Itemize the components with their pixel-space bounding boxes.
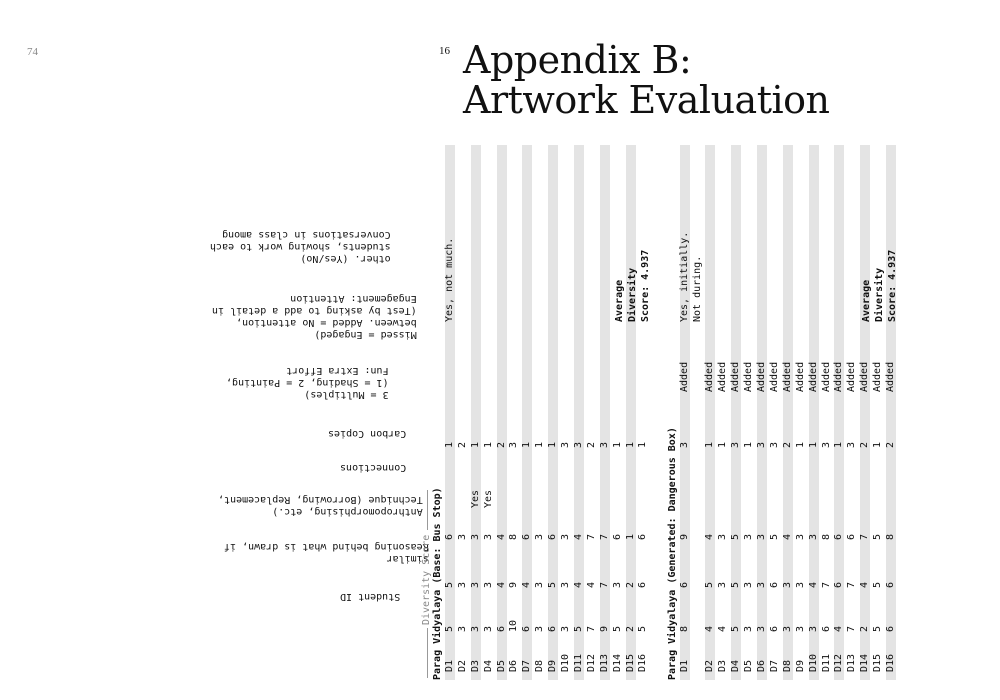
- table-row: [574, 145, 584, 680]
- cell-fun: 1: [807, 441, 819, 448]
- cell-fun: 1: [717, 441, 729, 448]
- header-conversations: [210, 228, 391, 264]
- cell-reasoning: 3: [469, 625, 481, 632]
- cell-technique: 3: [756, 581, 768, 588]
- cell-fun: 1: [872, 441, 884, 448]
- header-line: Technique (Borrowing, Replacement,: [218, 494, 423, 505]
- cell-reasoning: 3: [794, 625, 806, 632]
- cell-fun: 3: [756, 441, 768, 448]
- cell-connections: 6: [547, 533, 559, 540]
- cell-reasoning: 3: [781, 625, 793, 632]
- table-row: [613, 145, 623, 680]
- cell-id: D3: [717, 659, 729, 672]
- cell-connections: 3: [743, 533, 755, 540]
- cell-reasoning: 3: [482, 625, 494, 632]
- cell-id: D11: [820, 653, 832, 672]
- header-line: Student ID: [340, 591, 401, 602]
- cell-connections: 7: [859, 533, 871, 540]
- table-row: [471, 145, 481, 680]
- cell-id: D12: [833, 653, 845, 672]
- cell-carbon: Yes: [469, 489, 481, 508]
- table-row: [822, 145, 832, 680]
- cell-fun: 1: [833, 441, 845, 448]
- cell-technique: 3: [794, 581, 806, 588]
- table-row: [847, 145, 857, 680]
- cell-connections: 4: [572, 533, 584, 540]
- average-diversity-score: [613, 250, 652, 322]
- table-row: [860, 145, 870, 680]
- cell-connections: 3: [717, 533, 729, 540]
- cell-technique: 5: [872, 581, 884, 588]
- cell-technique: 7: [820, 581, 832, 588]
- cell-fun: 1: [743, 441, 755, 448]
- cell-connections: 4: [704, 533, 716, 540]
- cell-fun: 1: [443, 441, 455, 448]
- cell-fun: 3: [560, 441, 571, 448]
- table-row: [561, 145, 571, 680]
- average-line: Diversity: [626, 267, 638, 322]
- cell-engagement: Added: [730, 361, 742, 392]
- page-number: 74: [27, 46, 38, 58]
- cell-technique: 3: [534, 581, 546, 588]
- header-line: Connections: [340, 462, 407, 473]
- cell-id: D5: [495, 659, 507, 672]
- header-line: students, showing work to each: [210, 241, 391, 252]
- cell-technique: 3: [560, 581, 571, 588]
- header-carbon-copies: [328, 427, 406, 439]
- cell-fun: 2: [495, 441, 507, 448]
- table-row: [796, 145, 806, 680]
- table-row: [718, 145, 728, 680]
- cell-technique: 9: [508, 581, 520, 588]
- cell-engagement: Added: [885, 361, 897, 392]
- cell-connections: 6: [443, 533, 455, 540]
- cell-fun: 2: [585, 441, 597, 448]
- cell-fun: 1: [624, 441, 636, 448]
- cell-reasoning: 6: [768, 625, 780, 632]
- table-row: [770, 145, 780, 680]
- average-line: Average: [613, 279, 625, 322]
- header-connections: [340, 461, 406, 473]
- cell-technique: 3: [611, 581, 623, 588]
- cell-reasoning: 8: [678, 625, 690, 632]
- cell-connections: 8: [508, 533, 520, 540]
- cell-technique: 4: [572, 581, 584, 588]
- cell-reasoning: 4: [704, 625, 716, 632]
- cell-id: D10: [807, 653, 819, 672]
- cell-engagement: Added: [794, 361, 806, 392]
- cell-engagement: Added: [768, 361, 780, 392]
- cell-engagement: Added: [859, 361, 871, 392]
- cell-technique: 4: [859, 581, 871, 588]
- cell-technique: 6: [885, 581, 897, 588]
- header-line: Reasoning behind what is drawn, if: [224, 541, 429, 552]
- table-row: [445, 145, 455, 680]
- header-line: Anthropomorphising, etc.): [272, 506, 423, 517]
- header-line: between. Added = No attention,: [236, 317, 417, 328]
- header-line: Engagement: Attention: [290, 293, 417, 304]
- cell-id: D2: [704, 659, 716, 672]
- cell-reasoning: 9: [598, 625, 610, 632]
- cell-technique: 4: [807, 581, 819, 588]
- table-row: [873, 145, 883, 680]
- cell-connections: 5: [730, 533, 742, 540]
- cell-connections: 4: [781, 533, 793, 540]
- cell-technique: 6: [768, 581, 780, 588]
- cell-connections: 3: [482, 533, 494, 540]
- cell-fun: 1: [637, 441, 649, 448]
- cell-connections: 6: [846, 533, 858, 540]
- header-student-id: [340, 590, 400, 602]
- cell-id: D10: [560, 653, 571, 672]
- table-row: [458, 145, 468, 680]
- cell-id: D7: [521, 659, 533, 672]
- average-line: Score: 4.937: [639, 249, 651, 322]
- cell-id: D1: [443, 659, 455, 672]
- cell-technique: 3: [743, 581, 755, 588]
- cell-connections: 3: [560, 533, 571, 540]
- header-line: Missed = Engaged): [314, 329, 417, 340]
- cell-reasoning: 6: [820, 625, 832, 632]
- cell-technique: 6: [678, 581, 690, 588]
- cell-technique: 6: [637, 581, 649, 588]
- cell-fun: 1: [794, 441, 806, 448]
- cell-reasoning: 7: [585, 625, 597, 632]
- cell-id: D13: [598, 653, 610, 672]
- average-line: Diversity: [874, 267, 886, 322]
- cell-connections: 3: [794, 533, 806, 540]
- cell-id: D2: [456, 659, 468, 672]
- header-line: Conversations in class among: [222, 229, 391, 240]
- cell-fun: 2: [859, 441, 871, 448]
- cell-reasoning: 3: [756, 625, 768, 632]
- cell-technique: 6: [833, 581, 845, 588]
- cell-id: D3: [469, 659, 481, 672]
- cell-id: D16: [637, 653, 649, 672]
- header-technique: [218, 493, 423, 517]
- cell-connections: 6: [611, 533, 623, 540]
- cell-fun: 3: [508, 441, 520, 448]
- cell-reasoning: 3: [743, 625, 755, 632]
- cell-fun: 3: [846, 441, 858, 448]
- cell-engagement: Added: [678, 361, 690, 392]
- cell-engagement: Added: [743, 361, 755, 392]
- cell-fun: 3: [572, 441, 584, 448]
- title-line-2: Artwork Evaluation: [463, 78, 830, 122]
- cell-id: D13: [846, 653, 858, 672]
- artwork-evaluation-table: [421, 145, 899, 680]
- cell-id: D9: [547, 659, 559, 672]
- cell-engagement: Added: [872, 361, 884, 392]
- cell-reasoning: 3: [534, 625, 546, 632]
- cell-connections: 7: [598, 533, 610, 540]
- table-row: [522, 145, 532, 680]
- cell-id: D14: [611, 653, 623, 672]
- cell-technique: 2: [624, 581, 636, 588]
- header-fun: [226, 364, 389, 400]
- cell-reasoning: 4: [717, 625, 729, 632]
- footnote-number: 16: [439, 45, 450, 57]
- cell-id: D7: [768, 659, 780, 672]
- cell-id: D4: [482, 659, 494, 672]
- header-line: (Test by asking to add a detail in: [212, 305, 417, 316]
- header-line: Fun: Extra Effort: [286, 365, 389, 376]
- cell-reasoning: 5: [872, 625, 884, 632]
- cell-connections: 3: [469, 533, 481, 540]
- table-row: [509, 145, 519, 680]
- diversity-score-label: Diversity Score: [421, 534, 432, 625]
- cell-technique: 4: [585, 581, 597, 588]
- cell-technique: 7: [846, 581, 858, 588]
- cell-id: D4: [730, 659, 742, 672]
- cell-fun: 3: [678, 441, 690, 448]
- header-engagement: [212, 292, 417, 340]
- cell-reasoning: 3: [456, 625, 468, 632]
- cell-technique: 3: [717, 581, 729, 588]
- cell-connections: 1: [624, 533, 636, 540]
- cell-id: D6: [756, 659, 768, 672]
- table-row: [809, 145, 819, 680]
- cell-reasoning: 5: [637, 625, 649, 632]
- cell-reasoning: 5: [443, 625, 455, 632]
- cell-connections: 5: [768, 533, 780, 540]
- cell-reasoning: 2: [624, 625, 636, 632]
- cell-reasoning: 6: [547, 625, 559, 632]
- cell-connections: 6: [521, 533, 533, 540]
- cell-connections: 3: [456, 533, 468, 540]
- cell-reasoning: 10: [508, 619, 520, 632]
- cell-engagement: Added: [781, 361, 793, 392]
- cell-connections: 3: [756, 533, 768, 540]
- cell-engagement: Added: [833, 361, 845, 392]
- cell-fun: 1: [547, 441, 559, 448]
- cell-fun: 1: [534, 441, 546, 448]
- cell-reasoning: 5: [730, 625, 742, 632]
- cell-technique: 4: [521, 581, 533, 588]
- cell-fun: 1: [521, 441, 533, 448]
- cell-reasoning: 6: [495, 625, 507, 632]
- table-row: [548, 145, 558, 680]
- cell-id: D6: [508, 659, 520, 672]
- cell-connections: 4: [495, 533, 507, 540]
- cell-technique: 5: [443, 581, 455, 588]
- cell-fun: 1: [704, 441, 716, 448]
- cell-fun: 1: [482, 441, 494, 448]
- cell-id: D8: [781, 659, 793, 672]
- cell-reasoning: 3: [807, 625, 819, 632]
- cell-connections: 6: [637, 533, 649, 540]
- cell-fun: 3: [730, 441, 742, 448]
- cell-connections: 6: [833, 533, 845, 540]
- cell-reasoning: 7: [846, 625, 858, 632]
- cell-technique: 3: [781, 581, 793, 588]
- cell-engagement: Added: [846, 361, 858, 392]
- cell-technique: 5: [730, 581, 742, 588]
- table-row: [886, 145, 896, 680]
- diversity-bracket-line: [427, 490, 428, 530]
- header-line: similar: [386, 553, 429, 564]
- header-line: 3 = Multiples): [304, 389, 389, 400]
- cell-reasoning: 4: [833, 625, 845, 632]
- cell-reasoning: 5: [572, 625, 584, 632]
- cell-engagement: Added: [807, 361, 819, 392]
- cell-connections: 8: [820, 533, 832, 540]
- cell-fun: 2: [456, 441, 468, 448]
- header-line: (1 = Shading, 2 = Painting,: [226, 377, 389, 388]
- cell-engagement: Added: [756, 361, 768, 392]
- cell-technique: 4: [495, 581, 507, 588]
- cell-fun: 1: [469, 441, 481, 448]
- table-row: [744, 145, 754, 680]
- header-line: Carbon Copies: [328, 428, 407, 439]
- cell-connections: 8: [885, 533, 897, 540]
- table-row: [497, 145, 507, 680]
- table-row: [705, 145, 715, 680]
- cell-connections: 3: [534, 533, 546, 540]
- table-row: [535, 145, 545, 680]
- cell-engagement: Added: [704, 361, 716, 392]
- cell-fun: 1: [611, 441, 623, 448]
- cell-conversations: Not during.: [691, 255, 703, 322]
- table-row: [731, 145, 741, 680]
- cell-technique: 3: [469, 581, 481, 588]
- cell-reasoning: 3: [560, 625, 571, 632]
- cell-fun: 3: [820, 441, 832, 448]
- section-title: Parag Vidyalaya (Generated: Dangerous Box): [666, 427, 678, 680]
- table-row: [587, 145, 597, 680]
- table-row: [680, 145, 690, 680]
- average-line: Score: 4.937: [887, 249, 899, 322]
- table-row: [600, 145, 610, 680]
- cell-reasoning: 6: [885, 625, 897, 632]
- table-row: [757, 145, 767, 680]
- cell-connections: 3: [807, 533, 819, 540]
- cell-id: D12: [585, 653, 597, 672]
- cell-reasoning: 2: [859, 625, 871, 632]
- page-title: [463, 40, 829, 120]
- cell-technique: 3: [456, 581, 468, 588]
- cell-technique: 5: [704, 581, 716, 588]
- cell-technique: 7: [598, 581, 610, 588]
- cell-fun: 3: [598, 441, 610, 448]
- cell-id: D1: [678, 659, 690, 672]
- cell-id: D15: [872, 653, 884, 672]
- cell-id: D14: [859, 653, 871, 672]
- cell-reasoning: 5: [611, 625, 623, 632]
- section-title: Parag Vidyalaya (Base: Bus Stop): [432, 487, 443, 680]
- cell-reasoning: 6: [521, 625, 533, 632]
- cell-technique: 5: [547, 581, 559, 588]
- header-line: other. (Yes/No): [300, 253, 391, 264]
- cell-conversations: Yes, initially.: [678, 231, 690, 322]
- cell-connections: 7: [585, 533, 597, 540]
- table-row: [638, 145, 648, 680]
- cell-carbon: Yes: [482, 489, 494, 508]
- table-row: [626, 145, 636, 680]
- table-row: [693, 145, 703, 680]
- cell-fun: 2: [885, 441, 897, 448]
- cell-id: D8: [534, 659, 546, 672]
- cell-conversations: Yes, not much.: [443, 237, 455, 322]
- cell-id: D15: [624, 653, 636, 672]
- cell-engagement: Added: [717, 361, 729, 392]
- average-diversity-score: [860, 250, 899, 322]
- cell-fun: 2: [781, 441, 793, 448]
- table-row: [484, 145, 494, 680]
- table-row: [783, 145, 793, 680]
- cell-id: D11: [572, 653, 584, 672]
- cell-engagement: Added: [820, 361, 832, 392]
- diversity-bracket-line: [427, 628, 428, 678]
- cell-fun: 3: [768, 441, 780, 448]
- cell-id: D9: [794, 659, 806, 672]
- cell-connections: 5: [872, 533, 884, 540]
- cell-technique: 3: [482, 581, 494, 588]
- cell-connections: 9: [678, 533, 690, 540]
- title-line-1: Appendix B:: [463, 38, 692, 82]
- cell-id: D5: [743, 659, 755, 672]
- header-reasoning: [224, 540, 429, 564]
- average-line: Average: [861, 279, 873, 322]
- cell-id: D16: [885, 653, 897, 672]
- table-row: [834, 145, 844, 680]
